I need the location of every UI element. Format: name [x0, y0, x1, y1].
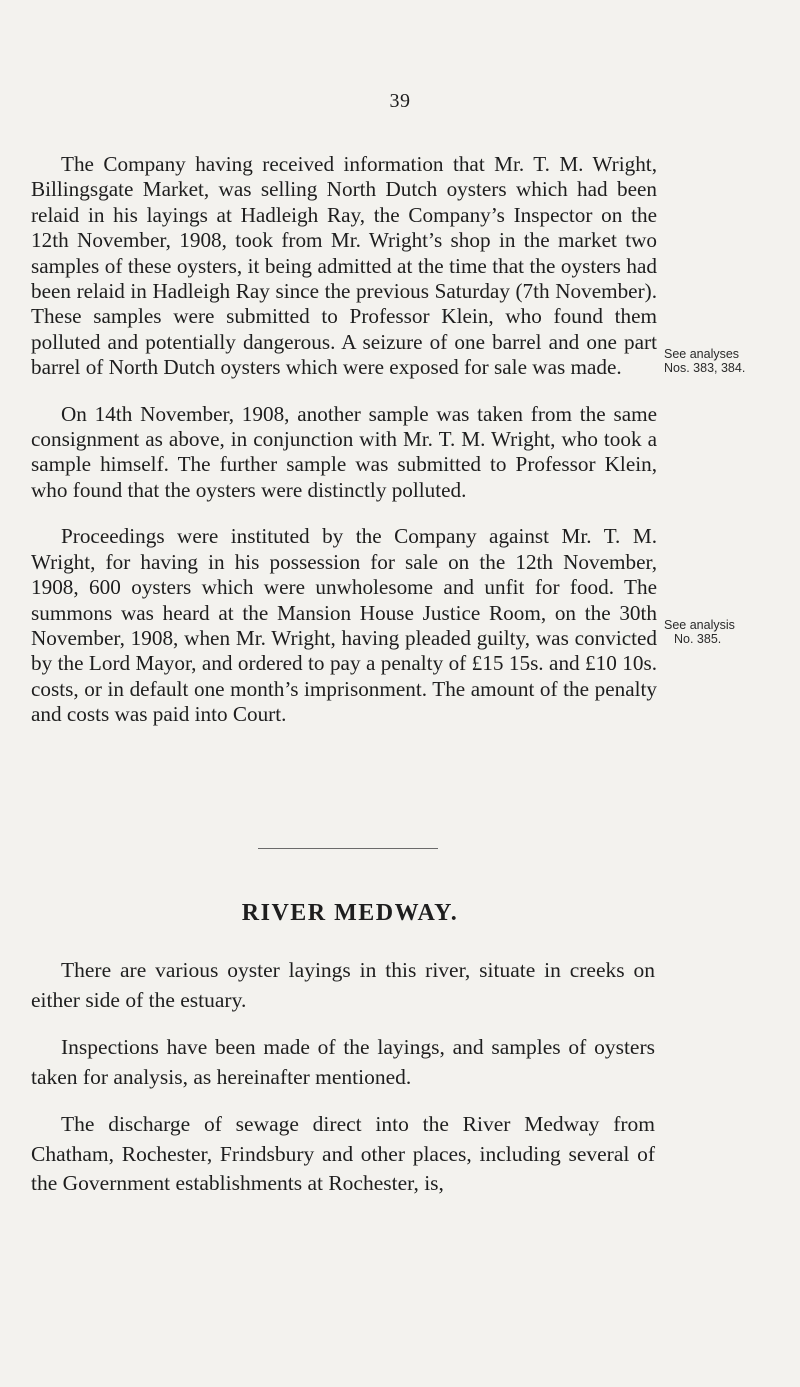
paragraph-billingsgate-samples: The Company having received information that Mr. T. M. Wright, Billingsgate Market, was selling North Dutch oysters which had been relaid in his layings at Hadleigh Ray, the Company’s Inspector on the 12th November, 1908, took from Mr. Wright’s shop in the market two samples of these oysters, it being admitted at the time that the oysters had been relaid in Hadleigh Ray since the previous Saturday (7th November). These samples were submitted to Professor Klein, who found them polluted and potentially dangerous. A seizure of one barrel and one part barrel of North Dutch oysters which were exposed for sale was made. [31, 152, 657, 380]
margin-note-line: See analysis [664, 618, 735, 632]
paragraph-proceedings: Proceedings were instituted by the Company against Mr. T. M. Wright, for having in his possession for sale on the 12th November, 1908, 600 oysters which were unwholesome and unfit for food. The summons was heard at the Mansion House Justice Room, on the 30th November, 1908, when Mr. Wright, having pleaded guilty, was convicted by the Lord Mayor, and ordered to pay a penalty of £15 15s. and £10 10s. costs, or in default one month’s imprisonment. The amount of the penalty and costs was paid into Court. [31, 524, 657, 727]
margin-note-analyses [664, 348, 794, 375]
paragraph-oyster-layings: There are various oyster layings in this river, situate in creeks on either side of the estuary. [31, 958, 655, 1012]
paragraph-sewage-discharge: The discharge of sewage direct into the River Medway from Chatham, Rochester, Frindsbury and other places, including several of the Government establishments at Rochester, is, [31, 1112, 655, 1195]
paragraph-inspections: Inspections have been made of the layings, and samples of oysters taken for analysis, as hereinafter mentioned. [31, 1035, 655, 1089]
main-text-column [31, 152, 657, 728]
margin-note-line: Nos. 383, 384. [664, 360, 746, 375]
margin-note-line: See analyses [664, 347, 740, 361]
river-medway-text [31, 956, 655, 1199]
page-number: 39 [389, 90, 411, 112]
section-divider [258, 848, 438, 849]
margin-note-line: No. 385. [674, 631, 722, 646]
paragraph-further-sample: On 14th November, 1908, another sample was taken from the same consignment as above, in conjunction with Mr. T. M. Wright, who took a sample himself. The further sample was submitted to Professor Klein, who found that the oysters were distinctly polluted. [31, 401, 657, 502]
margin-note-analysis [664, 619, 794, 646]
section-heading-river-medway: RIVER MEDWAY. [241, 900, 459, 926]
